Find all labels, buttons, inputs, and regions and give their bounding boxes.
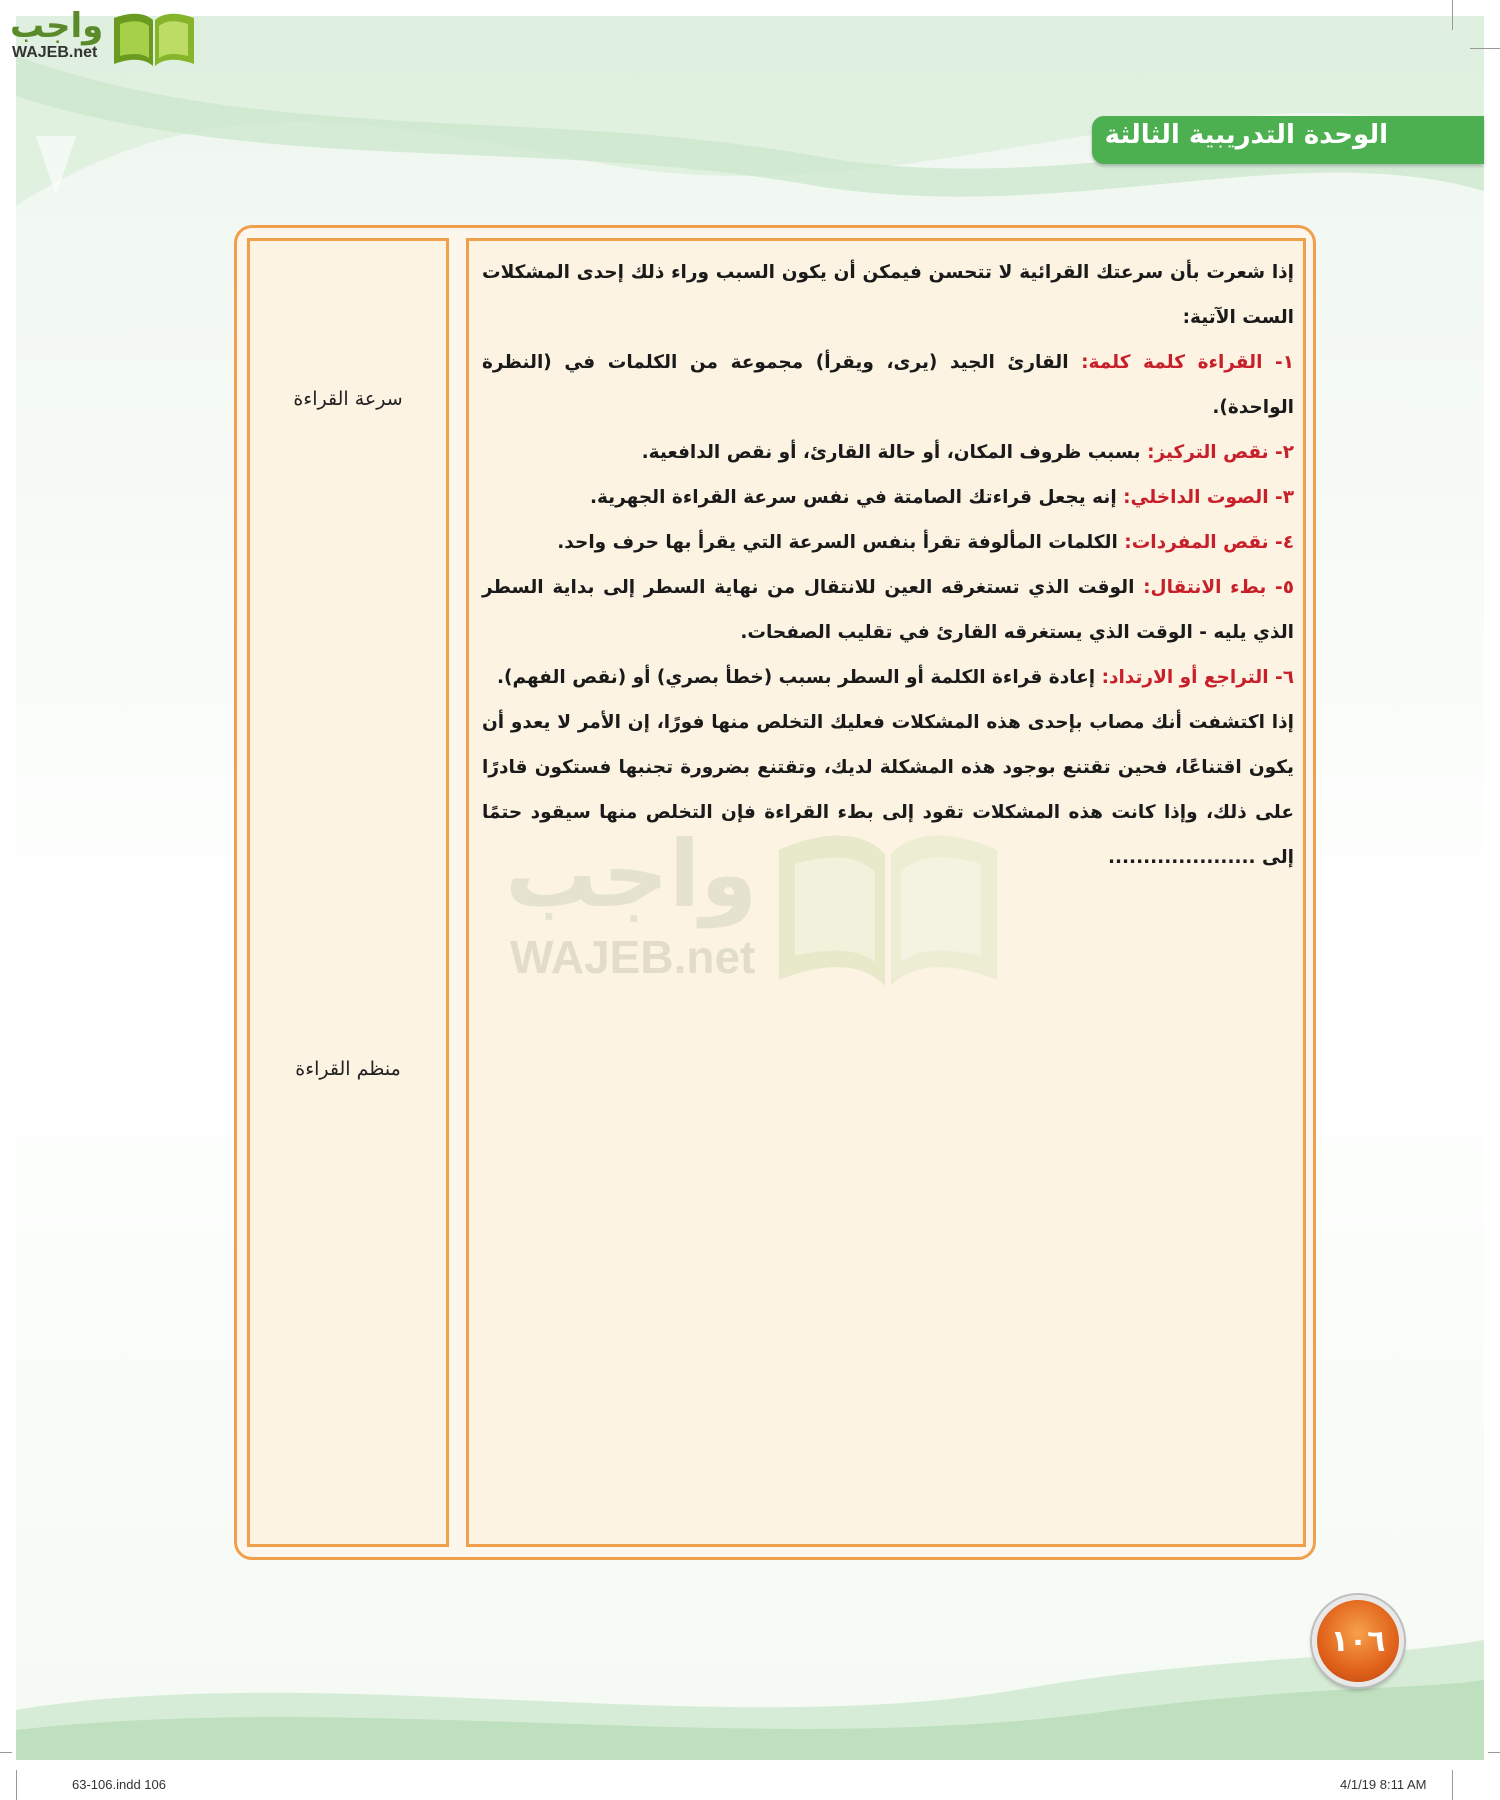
book-icon — [110, 8, 198, 68]
problem-term: ١- القراءة كلمة كلمة: — [1081, 352, 1294, 373]
problem-text: الكلمات المألوفة تقرأ بنفس السرعة التي يقرأ بها حرف واحد. — [557, 532, 1125, 553]
wajeb-logo[interactable] — [10, 6, 200, 68]
problem-item — [482, 430, 1294, 475]
intro-paragraph: إذا شعرت بأن سرعتك القرائية لا تتحسن فيمكن أن يكون السبب وراء ذلك إحدى المشكلات الست الآتية: — [482, 262, 1294, 328]
problem-item — [482, 475, 1294, 520]
problem-text: بسبب ظروف المكان، أو حالة القارئ، أو نقص الدافعية. — [641, 442, 1148, 463]
problem-item — [482, 520, 1294, 565]
footer-date-slug: 4/1/19 8:11 AM — [1340, 1777, 1427, 1792]
conclusion-paragraph: إذا اكتشفت أنك مصاب بإحدى هذه المشكلات فعليك التخلص منها فورًا، إن الأمر لا يعدو أن يكون اقتناعًا، فحين تقتنع بوجود هذه المشكلة لديك، وتقتنع بضرورة تجنبها فستكون قادرًا على ذلك، وإذا كانت هذه المشكلات تقود إلى بطء القراءة فإن التخلص منها سيقود حتمًا إلى ..................... — [482, 712, 1294, 868]
problem-term: ٣- الصوت الداخلي: — [1123, 487, 1294, 508]
logo-latin-text: WAJEB.net — [12, 44, 98, 61]
crop-mark — [1488, 1752, 1500, 1753]
problem-term: ٢- نقص التركيز: — [1147, 442, 1294, 463]
problem-text: الوقت الذي تستغرقه العين للانتقال من نهاية السطر إلى بداية السطر الذي يليه - الوقت الذي يستغرقه القارئ في تقليب الصفحات. — [482, 577, 1294, 643]
problem-text: إنه يجعل قراءتك الصامتة في نفس سرعة القراءة الجهرية. — [589, 487, 1124, 508]
side-label-reading-organizer: منظم القراءة — [295, 1058, 401, 1080]
problem-term: ٤- نقص المفردات: — [1124, 532, 1294, 553]
problem-term: ٦- التراجع أو الارتداد: — [1101, 667, 1294, 688]
side-label-reading-speed: سرعة القراءة — [293, 388, 403, 410]
problem-term: ٥- بطء الانتقال: — [1143, 577, 1294, 598]
side-column — [247, 238, 449, 1547]
unit-title-banner — [1092, 116, 1484, 164]
footer-file-slug: 63-106.indd 106 — [72, 1777, 166, 1792]
problem-item — [482, 565, 1294, 655]
bottom-wave-decoration — [16, 1600, 1484, 1760]
page-number: ١٠٦ — [1330, 1624, 1386, 1659]
problem-text: القارئ الجيد (يرى، ويقرأ) مجموعة من الكلمات في (النظرة الواحدة). — [482, 352, 1294, 418]
crop-mark — [1470, 48, 1500, 49]
problem-item — [482, 655, 1294, 700]
crop-mark — [16, 1770, 17, 1800]
unit-title: الوحدة التدريبية الثالثة — [1104, 120, 1388, 150]
page-number-badge — [1312, 1595, 1404, 1687]
watermark-arabic-text: واجب — [505, 821, 758, 928]
logo-arabic-text: واجب — [10, 6, 104, 46]
watermark-latin-text: WAJEB.net — [510, 931, 756, 983]
article-body — [482, 250, 1294, 880]
problem-item — [482, 340, 1294, 430]
problem-text: إعادة قراءة الكلمة أو السطر بسبب (خطأ بصري) أو (نقص الفهم). — [496, 667, 1102, 688]
crop-mark — [1452, 1770, 1453, 1800]
crop-mark — [0, 1752, 12, 1753]
crop-mark — [1452, 0, 1453, 30]
